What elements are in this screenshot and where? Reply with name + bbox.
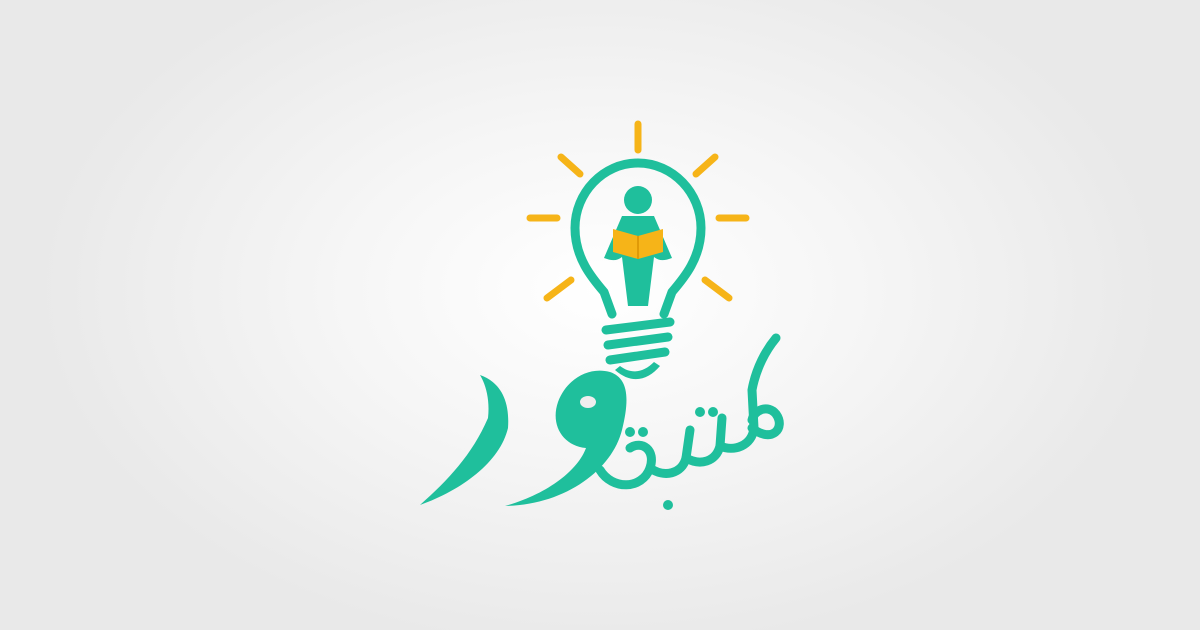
reader-figure-icon bbox=[604, 186, 672, 306]
